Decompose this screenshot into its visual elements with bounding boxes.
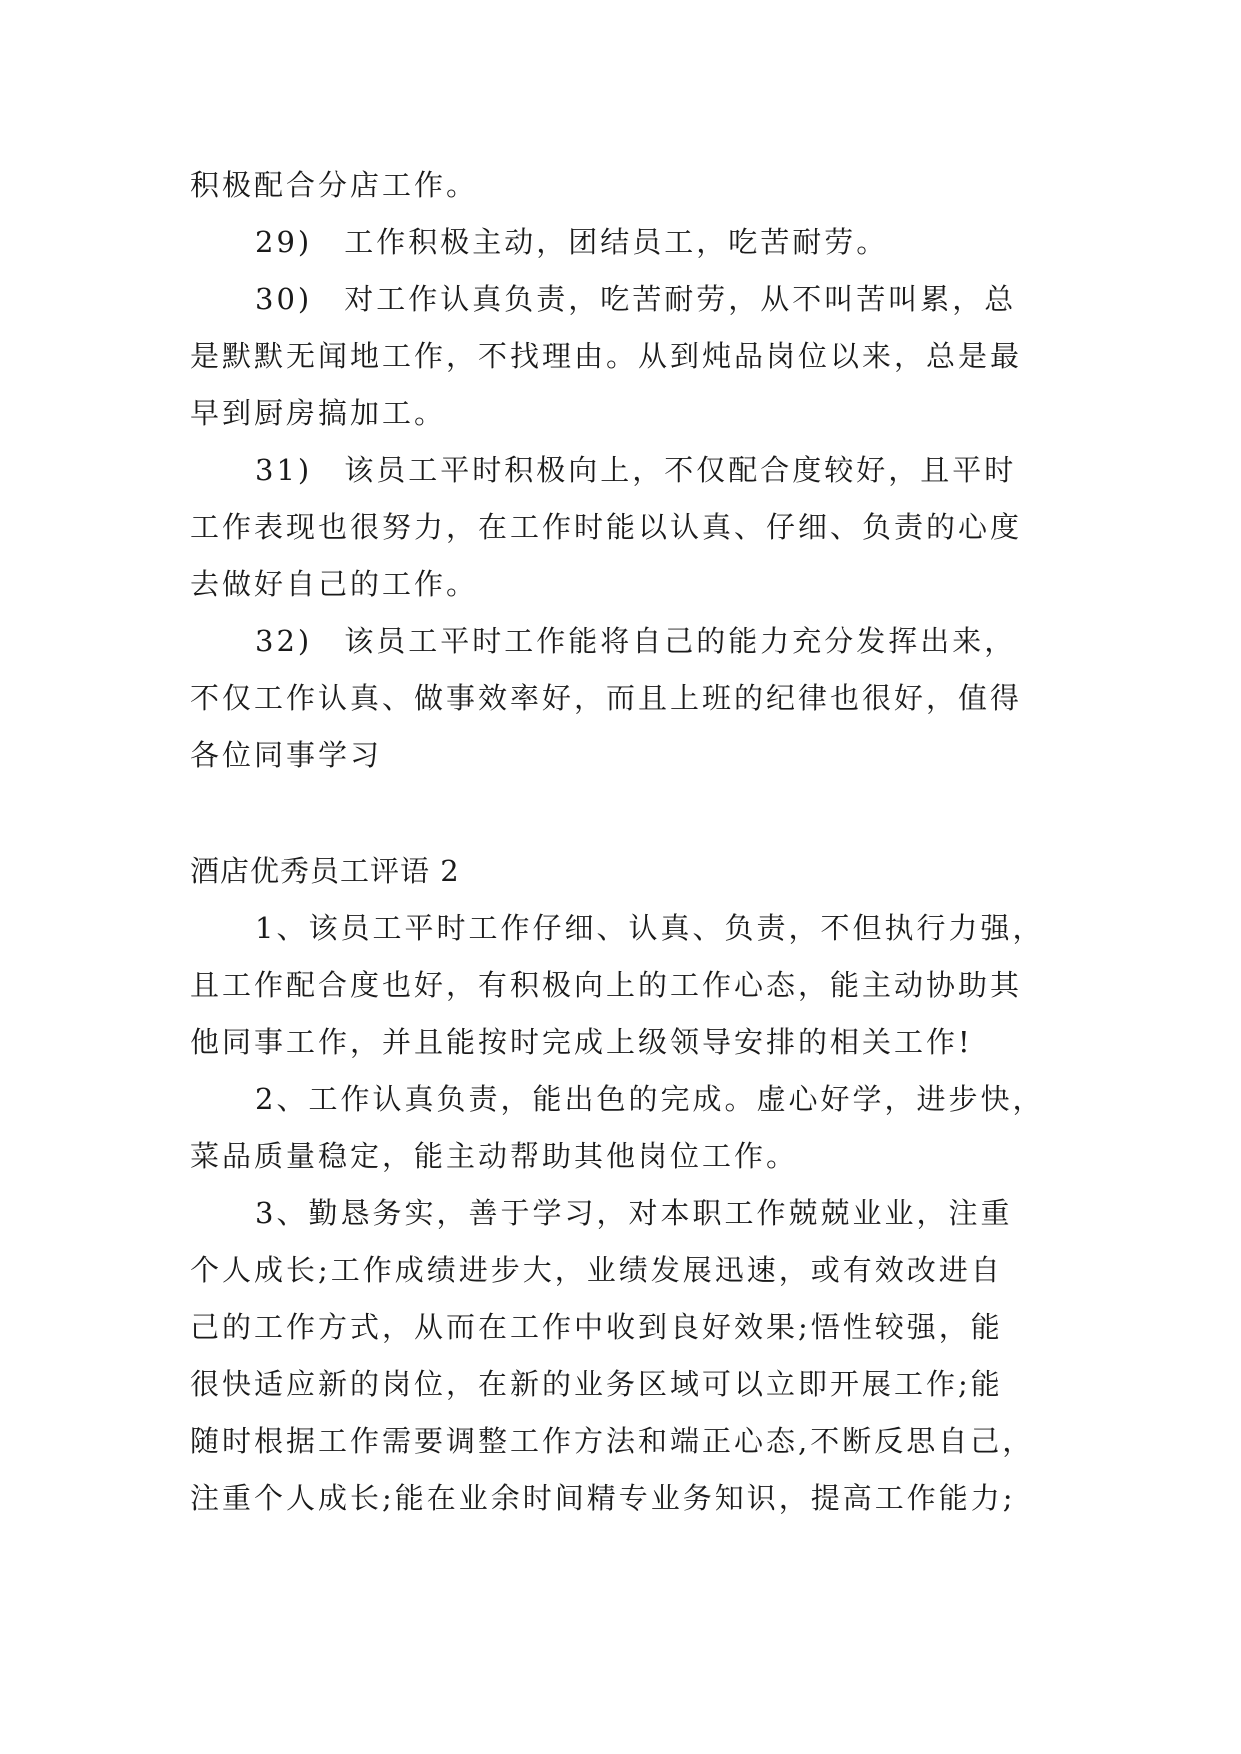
- text-line: 不仅工作认真、做事效率好，而且上班的纪律也很好，值得: [190, 681, 1023, 715]
- list-item-32: 32) 该员工平时工作能将自己的能力充分发挥出来，: [255, 624, 1017, 658]
- list-item-30: 30) 对工作认真负责，吃苦耐劳，从不叫苦叫累，总: [255, 282, 1017, 316]
- text-line: 个人成长;工作成绩进步大，业绩发展迅速，或有效改进自: [190, 1253, 1003, 1287]
- text-line: 积极配合分店工作。: [190, 168, 479, 202]
- section-title: 酒店优秀员工评语 2: [190, 854, 460, 888]
- text-line: 是默默无闻地工作，不找理由。从到炖品岗位以来，总是最: [190, 339, 1023, 373]
- list-item-3: 3、勤恳务实，善于学习，对本职工作兢兢业业，注重: [255, 1196, 1013, 1230]
- text-line: 很快适应新的岗位，在新的业务区域可以立即开展工作;能: [190, 1367, 1003, 1401]
- text-line: 随时根据工作需要调整工作方法和端正心态,不断反思自己，: [190, 1424, 1035, 1458]
- list-item-29: 29) 工作积极主动，团结员工，吃苦耐劳。: [255, 225, 889, 259]
- text-line: 工作表现也很努力，在工作时能以认真、仔细、负责的心度: [190, 510, 1023, 544]
- list-item-2: 2、工作认真负责，能出色的完成。虚心好学，进步快，: [255, 1082, 1045, 1116]
- text-line: 各位同事学习: [190, 738, 383, 772]
- list-item-1: 1、该员工平时工作仔细、认真、负责，不但执行力强，: [255, 911, 1045, 945]
- text-line: 且工作配合度也好，有积极向上的工作心态，能主动协助其: [190, 968, 1023, 1002]
- text-line: 去做好自己的工作。: [190, 567, 479, 601]
- text-line: 注重个人成长;能在业余时间精专业务知识，提高工作能力;: [190, 1481, 1016, 1515]
- list-item-31: 31) 该员工平时积极向上，不仅配合度较好，且平时: [255, 453, 1017, 487]
- text-line: 菜品质量稳定，能主动帮助其他岗位工作。: [190, 1139, 799, 1173]
- text-line: 早到厨房搞加工。: [190, 396, 447, 430]
- text-line: 他同事工作，并且能按时完成上级领导安排的相关工作!: [190, 1025, 973, 1059]
- text-line: 己的工作方式，从而在工作中收到良好效果;悟性较强，能: [190, 1310, 1003, 1344]
